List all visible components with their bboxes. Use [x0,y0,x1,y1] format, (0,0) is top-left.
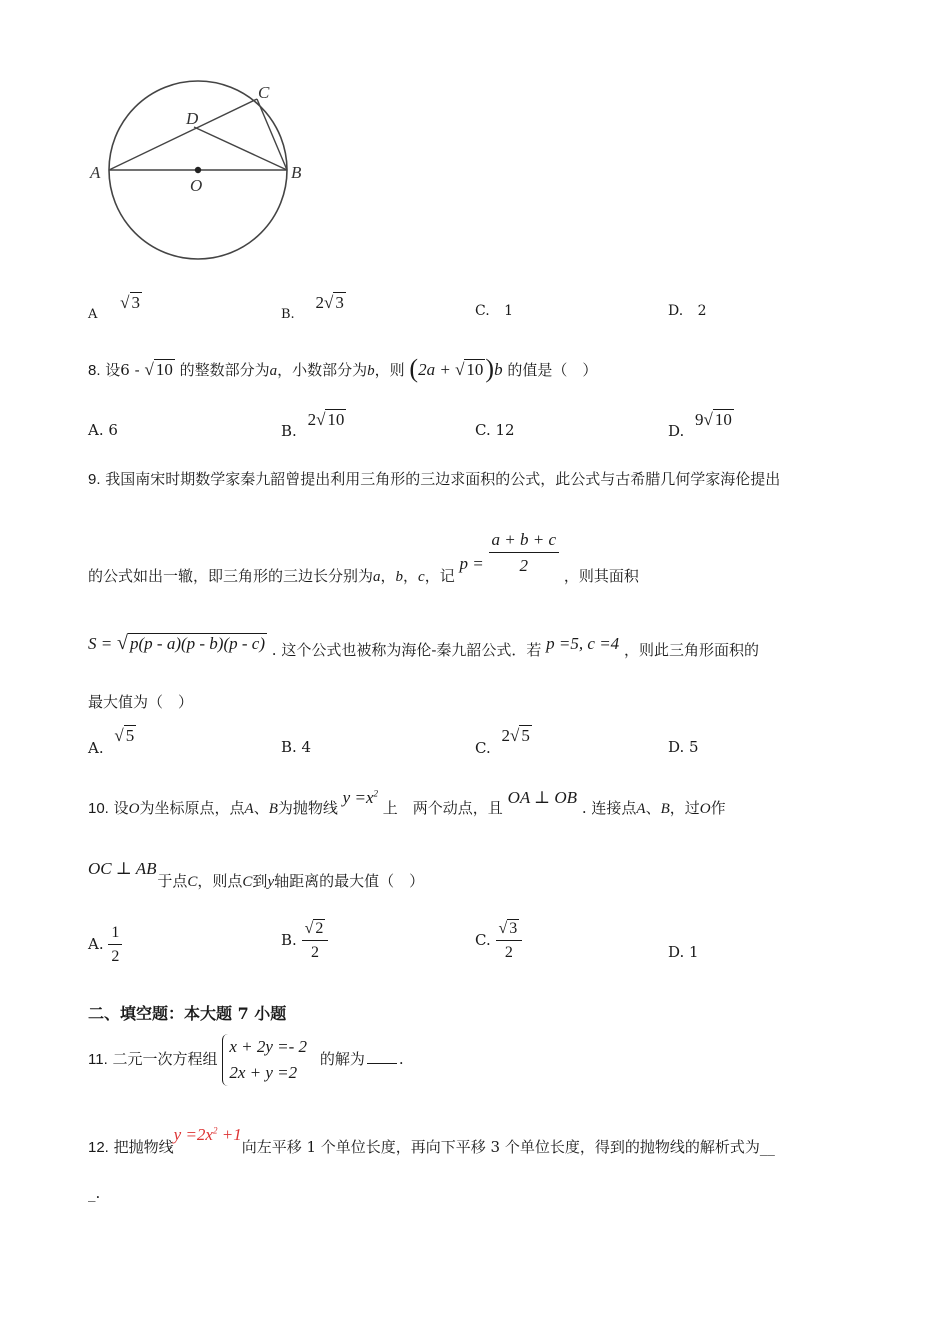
label-b: B [291,163,302,182]
formula-p-fraction: $\frac{a + b + c}{2}$ [489,530,560,576]
sqrt-expression: √ 10 [144,360,173,379]
segment-db [194,127,287,170]
option-label: D. [668,303,684,319]
q8-option-c[interactable]: C. 12 [475,421,515,439]
formula-s-lhs: S = [88,634,113,653]
q9-line2: 的公式如出一辙，即三角形的三边长分别为a，b，c，记 p = $\frac{a + b + c}{2}$ ，则其面积 [88,530,639,585]
stem-text: 设6 - [105,361,140,379]
segment-ac [109,99,257,170]
q9-line4: 最大值为（ ） [88,693,194,711]
q7-option-a[interactable] [88,293,142,322]
option-label: C. [475,303,490,319]
q9-option-d[interactable]: D. 5 [668,738,699,756]
q7-option-d[interactable] [668,303,707,319]
q11-stem: 11. 二元一次方程组 x + 2y =- 2 2x + y =2 的解为 . [88,1034,404,1086]
formula-s-sqrt: √ p(p - a)(p - b)(p - c) [117,632,265,654]
section-title: 二、填空题：本大题 7 小题 [88,1004,287,1023]
circle-diagram [80,75,320,275]
q8-option-d[interactable]: D. 9√ 10 [668,410,732,440]
perpendicular-expression: OA ⊥ OB [507,788,578,807]
q10-option-b[interactable]: B. $\frac{√ 2}{2}$ [281,920,328,962]
q9-line1: 9. 我国南宋时期数学家秦九韶曾提出利用三角形的三边求面积的公式，此公式与古希腊几何学家海伦提出 [88,470,781,488]
q10-option-a[interactable]: A. $\frac{1}{2}$ [88,924,122,966]
stem-text: ，则 [374,361,405,379]
q9-option-c[interactable]: C. 2√ 5 [475,726,530,757]
parabola-expression: $y =x^2$ [342,788,378,807]
q12-stem: 12. 把抛物线$y =2x^2 +1$向左平移 1 个单位长度，再向下平移 3 个单位长度，得到的抛物线的解析式为__ [88,1125,775,1156]
q10-line1: 10. 设O为坐标原点，点A、B为抛物线 $y =x^2$ 上 两个动点，且 OA ⊥ OB . 连接点A、B，过O作 [88,788,726,817]
option-label: A [88,307,98,322]
option-value: 2 [697,303,707,319]
q10-option-c[interactable]: C. $\frac{√ 3}{2}$ [475,920,522,962]
stem-text: 的值是（ ） [507,361,598,379]
label-a: A [90,163,101,182]
stem-text: 的整数部分为 [179,361,270,379]
q9-line3: S = √ p(p - a)(p - b)(p - c) . 这个公式也被称为海伦-秦九韶公式．若 p =5, c =4 ，则此三角形面积的 [88,632,759,659]
q8-option-a[interactable]: A. 6 [88,421,118,439]
q8-option-b[interactable]: B. 2√ 10 [281,410,345,440]
sqrt-expression: √ 3 [323,293,344,312]
q7-option-b[interactable] [281,293,346,322]
equation-system: x + 2y =- 2 2x + y =2 [222,1034,307,1086]
segment-cb [257,99,287,170]
formula-p-lhs: p = [459,554,484,573]
perpendicular-expression: OC ⊥ AB [88,859,157,878]
stem-text: ，小数部分为 [277,361,368,379]
q10-line2: OC ⊥ AB 于点C，则点C到y轴距离的最大值（ ） [88,859,425,890]
option-value: 1 [504,303,514,319]
q10-option-d[interactable]: D. 1 [668,943,699,961]
option-label: B. [281,307,295,322]
condition: p =5, c =4 [546,634,620,653]
q8-stem [88,352,597,382]
var-a: a [269,363,278,379]
label-c: C [258,83,270,102]
var-b: b [367,363,375,379]
label-d: D [186,109,199,128]
q9-option-b[interactable]: B. 4 [281,738,312,756]
sqrt-expression: √ 3 [120,293,141,312]
question-number: 8. [88,362,101,379]
q12-continuation: _. [88,1184,101,1202]
expression: (2a + √ 10)b [409,354,503,383]
center-point [195,167,201,173]
answer-blank[interactable] [367,1063,397,1064]
coefficient: 2 [315,293,324,312]
q9-option-a[interactable]: A. √ 5 [88,726,135,757]
label-o: O [190,176,203,195]
parabola-expression: $y =2x^2 +1$ [173,1125,242,1144]
q7-option-c[interactable] [475,303,513,319]
